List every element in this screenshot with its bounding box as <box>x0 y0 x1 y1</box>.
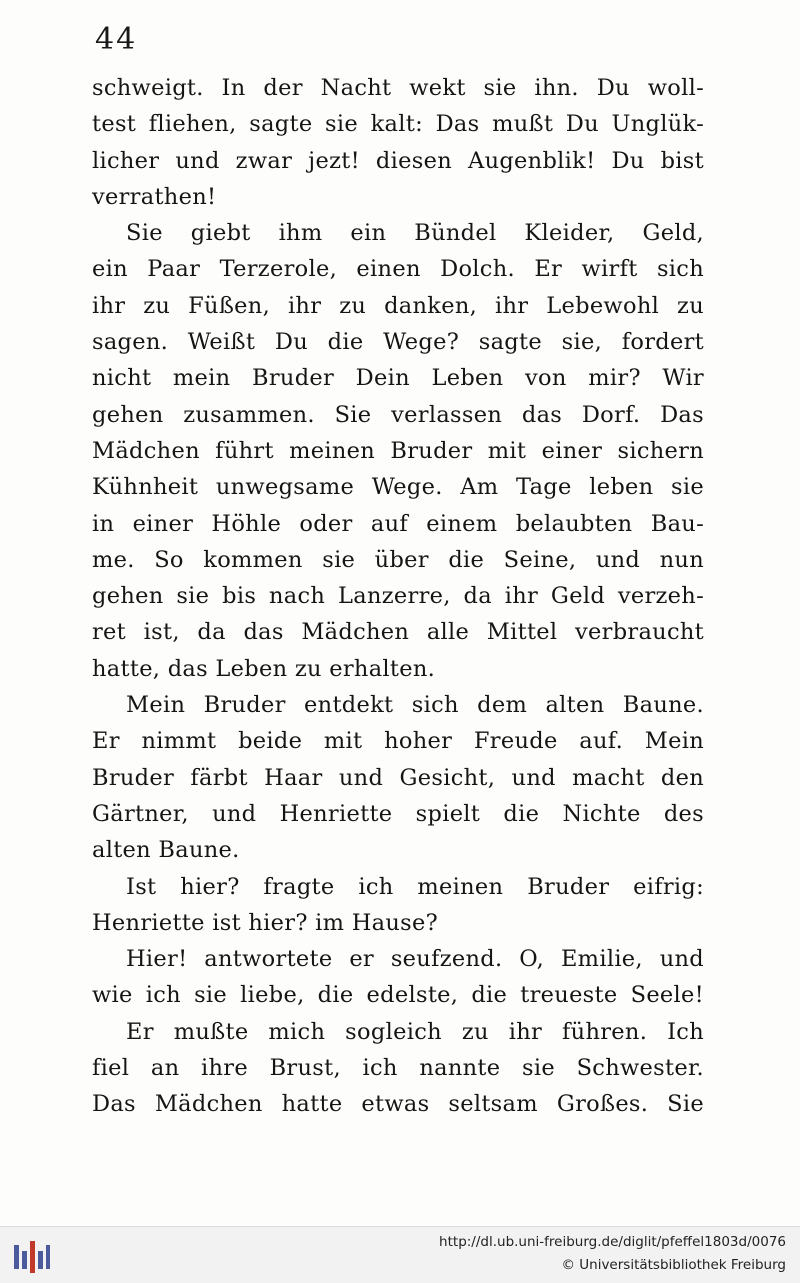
text-line: Kühnheit unwegsame Wege. Am Tage leben sie <box>92 474 704 501</box>
text-line: Er mußte mich sogleich zu ihr führen. Ich <box>126 1018 704 1045</box>
text-line: hatte, das Leben zu erhalten. <box>92 655 436 682</box>
text-line: ihr zu Füßen, ihr zu danken, ihr Lebewohl zu <box>92 292 704 319</box>
text-line: ein Paar Terzerole, einen Dolch. Er wirft sich <box>92 256 704 283</box>
text-line: gehen sie bis nach Lanzerre, da ihr Geld verzeh- <box>92 583 704 610</box>
text-line: alten Baune. <box>92 837 240 864</box>
text-line: gehen zusammen. Sie verlassen das Dorf. Das <box>92 401 704 428</box>
body-text <box>92 70 704 1123</box>
text-line: sagen. Weißt Du die Wege? sagte sie, fordert <box>92 329 704 356</box>
text-line: ret ist, da das Mädchen alle Mittel verbraucht <box>92 619 704 646</box>
text-line: Bruder färbt Haar und Gesicht, und macht den <box>92 764 704 791</box>
source-url-link[interactable]: http://dl.ub.uni-freiburg.de/diglit/pfeffel1803d/0076 <box>439 1234 786 1250</box>
text-line: Mein Bruder entdekt sich dem alten Baune. <box>126 692 704 719</box>
text-line: Sie giebt ihm ein Bündel Kleider, Geld, <box>126 220 704 247</box>
text-line: wie ich sie liebe, die edelste, die treueste Seele! <box>92 982 704 1009</box>
text-line: Ist hier? fragte ich meinen Bruder eifrig: <box>126 873 704 900</box>
page-number: 44 <box>95 22 138 57</box>
text-line: verrathen! <box>92 183 217 210</box>
text-line: Henriette ist hier? im Hause? <box>92 909 438 936</box>
text-line: schweigt. In der Nacht wekt sie ihn. Du woll- <box>92 75 704 101</box>
text-line: in einer Höhle oder auf einem belaubten Bau- <box>92 510 704 537</box>
text-line: me. So kommen sie über die Seine, und nun <box>92 546 704 573</box>
text-line: test fliehen, sagte sie kalt: Das mußt Du Unglük- <box>92 111 704 138</box>
text-line: Mädchen führt meinen Bruder mit einer sichern <box>92 437 704 464</box>
text-line: Gärtner, und Henriette spielt die Nichte des <box>92 800 704 827</box>
text-line: Das Mädchen hatte etwas seltsam Großes. Sie <box>92 1091 704 1118</box>
text-line: licher und zwar jezt! diesen Augenblik! Du bist <box>92 147 704 174</box>
text-line: Er nimmt beide mit hoher Freude auf. Mein <box>92 728 704 755</box>
ub-freiburg-logo-icon <box>12 1237 52 1277</box>
text-line: nicht mein Bruder Dein Leben von mir? Wir <box>92 365 704 392</box>
text-line: Hier! antwortete er seufzend. O, Emilie, und <box>126 946 704 973</box>
copyright-text: © Universitätsbibliothek Freiburg <box>561 1257 786 1273</box>
footer-bar <box>0 1226 800 1283</box>
text-line: fiel an ihre Brust, ich nannte sie Schwester. <box>92 1055 704 1082</box>
